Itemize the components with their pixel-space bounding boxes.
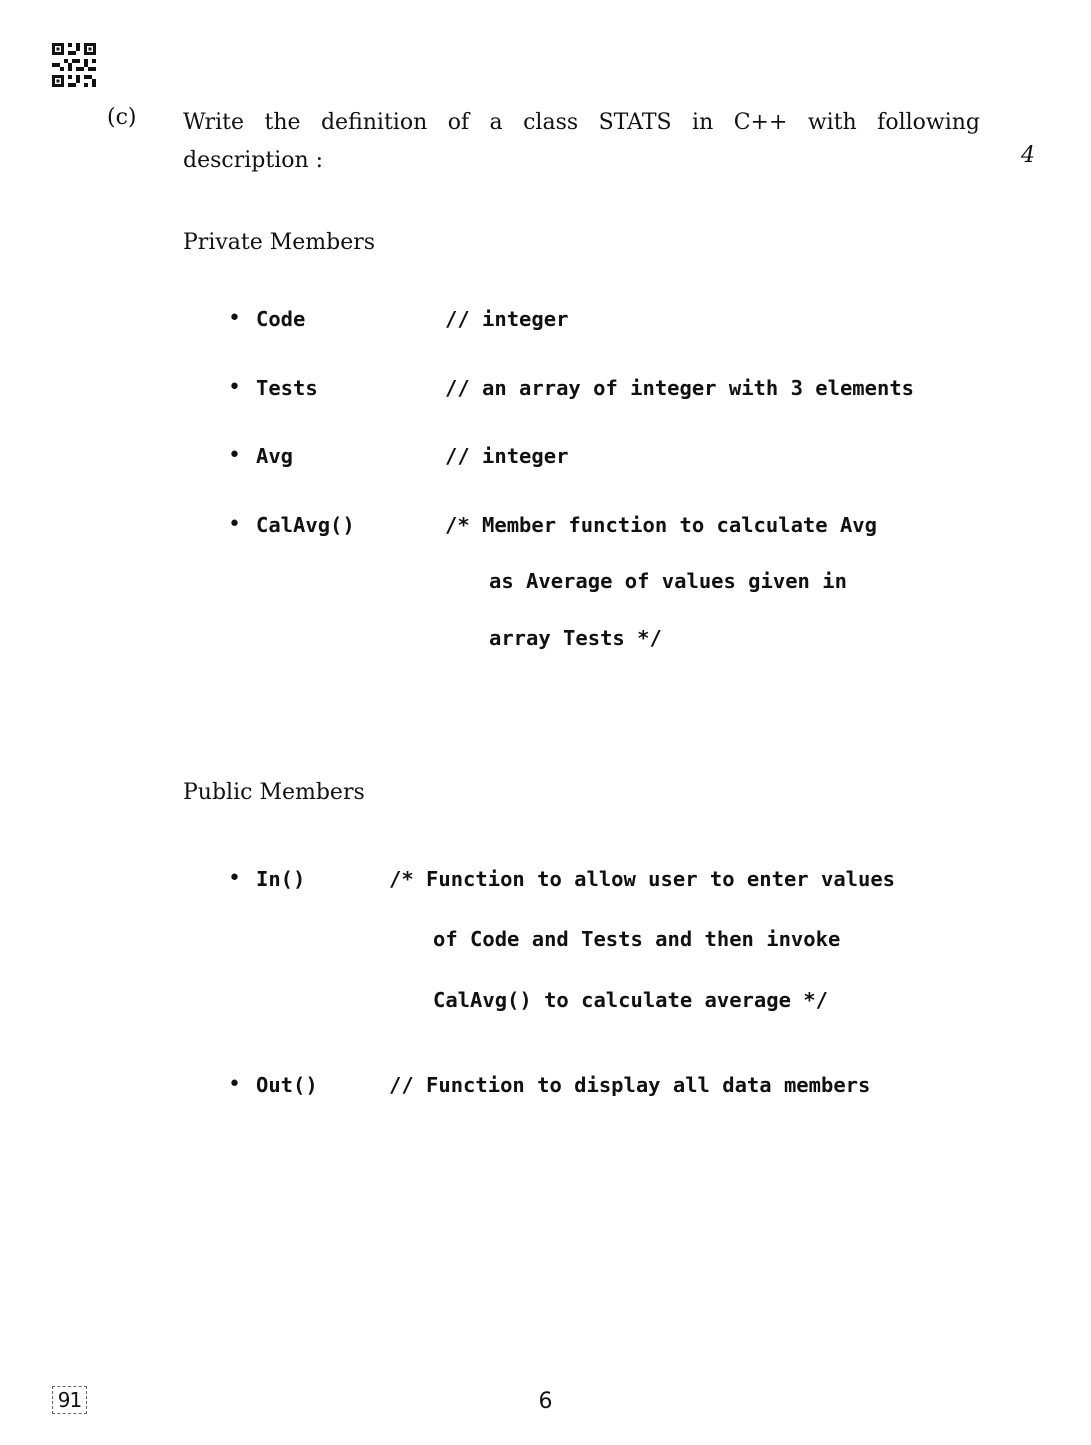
- page-number: 6: [538, 1389, 553, 1414]
- member-comment-tests: // an array of integer with 3 elements: [445, 376, 914, 400]
- qr-code-icon: [52, 43, 96, 87]
- bullet-icon: •: [228, 443, 241, 468]
- member-comment-in-line-1: /* Function to allow user to enter values: [389, 867, 896, 891]
- member-comment-avg: // integer: [445, 444, 569, 468]
- member-comment-out: // Function to display all data members: [389, 1073, 871, 1097]
- member-name-code: Code: [256, 307, 306, 331]
- member-name-calavg: CalAvg(): [256, 513, 355, 537]
- bullet-icon: •: [228, 512, 241, 537]
- question-marks: 4: [1021, 143, 1035, 168]
- question-text-line-1: Write the definition of a class STATS in C++ with following: [183, 110, 980, 135]
- member-comment-code: // integer: [445, 307, 569, 331]
- member-comment-in-line-3: CalAvg() to calculate average */: [433, 988, 828, 1012]
- member-name-tests: Tests: [256, 376, 318, 400]
- bullet-icon: •: [228, 866, 241, 891]
- member-comment-calavg-line-3: array Tests */: [489, 626, 662, 650]
- bullet-icon: •: [228, 1072, 241, 1097]
- bullet-icon: •: [228, 306, 241, 331]
- question-label: (c): [107, 105, 137, 130]
- paper-code-box: 91: [52, 1386, 87, 1414]
- member-comment-calavg-line-1: /* Member function to calculate Avg: [445, 513, 877, 537]
- public-members-heading: Public Members: [183, 780, 365, 805]
- private-members-heading: Private Members: [183, 230, 376, 255]
- question-text: [183, 104, 980, 180]
- member-name-avg: Avg: [256, 444, 294, 468]
- member-name-out: Out(): [256, 1073, 318, 1097]
- question-text-line-2: description :: [183, 148, 324, 173]
- member-name-in: In(): [256, 867, 306, 891]
- member-comment-in-line-2: of Code and Tests and then invoke: [433, 927, 841, 951]
- member-comment-calavg-line-2: as Average of values given in: [489, 569, 847, 593]
- bullet-icon: •: [228, 375, 241, 400]
